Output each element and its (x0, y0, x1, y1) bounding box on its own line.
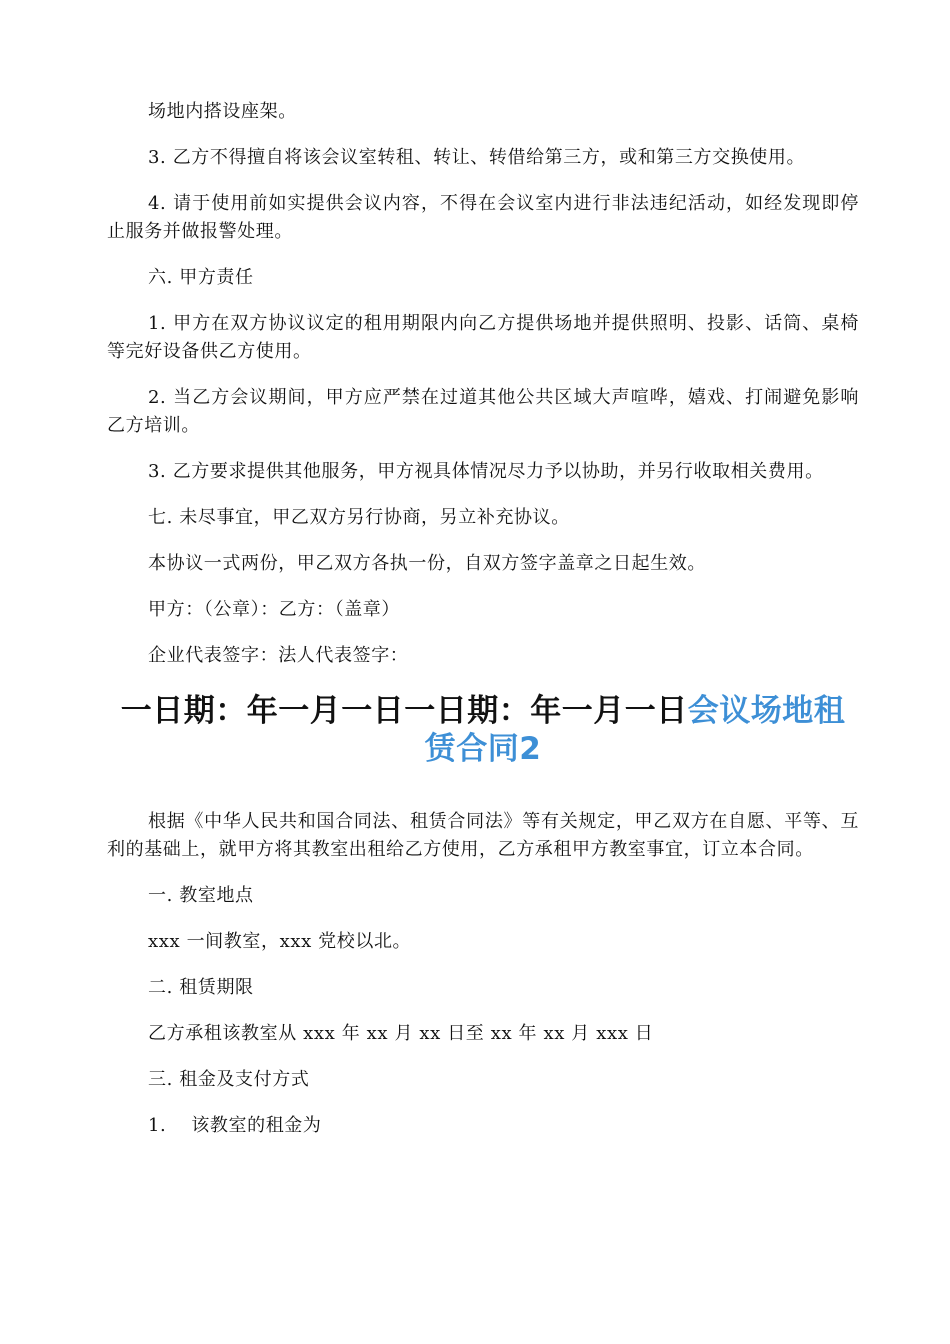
section-heading: 六. 甲方责任 (148, 267, 254, 288)
paragraph: 3. 乙方要求提供其他服务，甲方视具体情况尽力予以协助，并另行收取相关费用。 (148, 461, 824, 482)
contract-title (107, 692, 859, 768)
section-heading: 七. 未尽事宜，甲乙双方另行协商，另立补充协议。 (148, 507, 570, 528)
paragraph: xxx 一间教室，xxx 党校以北。 (148, 931, 412, 952)
paragraph: 1. 甲方在双方协议议定的租用期限内向乙方提供场地并提供照明、投影、话筒、桌椅等完好设备供乙方使用。 (107, 313, 859, 362)
paragraph: 4. 请于使用前如实提供会议内容，不得在会议室内进行非法违纪活动，如经发现即停止服务并做报警处理。 (107, 193, 859, 242)
paragraph: 本协议一式两份，甲乙双方各执一份，自双方签字盖章之日起生效。 (148, 553, 706, 574)
section-heading: 二. 租赁期限 (148, 977, 254, 998)
signature-line-representative: 企业代表签字：法人代表签字： (148, 645, 409, 666)
signature-line-party-a: 甲方：（公章）：乙方：（盖章） (148, 599, 400, 620)
paragraph: 场地内搭设座架。 (148, 101, 297, 122)
section-heading: 一. 教室地点 (148, 885, 254, 906)
paragraph: 3. 乙方不得擅自将该会议室转租、转让、转借给第三方，或和第三方交换使用。 (148, 147, 806, 168)
document-body (107, 98, 859, 1158)
paragraph: 乙方承租该教室从 xxx 年 xx 月 xx 日至 xx 年 xx 月 xxx 日 (148, 1023, 654, 1044)
title-date-line: 一日期：年一月一日一日期：年一月一日 (120, 693, 688, 729)
title-accent: 会议场地租赁合同2 (424, 693, 846, 767)
paragraph: 2. 当乙方会议期间，甲方应严禁在过道其他公共区域大声喧哗，嬉戏、打闹避免影响乙方培训。 (107, 387, 859, 436)
paragraph: 1. 该教室的租金为 (148, 1115, 322, 1136)
paragraph: 根据《中华人民共和国合同法、租赁合同法》等有关规定，甲乙双方在自愿、平等、互利的基础上，就甲方将其教室出租给乙方使用，乙方承租甲方教室事宜，订立本合同。 (107, 811, 859, 860)
section-heading: 三. 租金及支付方式 (148, 1069, 310, 1090)
